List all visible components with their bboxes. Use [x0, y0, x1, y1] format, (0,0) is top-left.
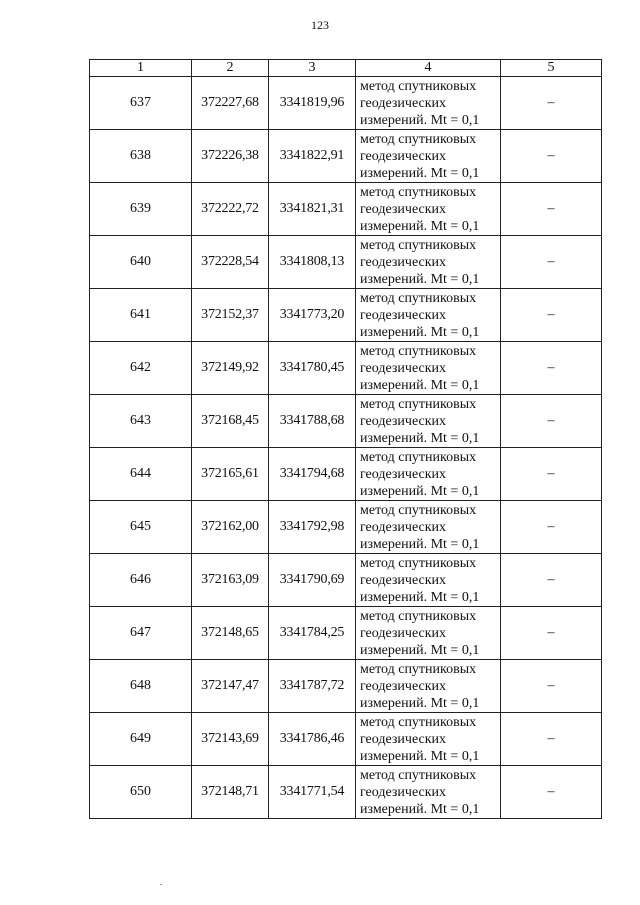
y-coordinate-cell: 3341790,69 [269, 554, 356, 607]
column-5-cell: – [501, 183, 602, 236]
method-cell [356, 130, 501, 183]
column-header-2: 2 [192, 60, 269, 77]
method-line: измерений. Mt = 0,1 [360, 430, 480, 446]
column-5-cell: – [501, 77, 602, 130]
point-number-cell: 639 [90, 183, 192, 236]
column-5-cell: – [501, 130, 602, 183]
column-5-cell: – [501, 554, 602, 607]
table-row [90, 554, 602, 607]
column-header-1: 1 [90, 60, 192, 77]
method-line: метод спутниковых [360, 237, 477, 253]
method-line: измерений. Mt = 0,1 [360, 483, 480, 499]
table-row [90, 607, 602, 660]
column-header-5: 5 [501, 60, 602, 77]
point-number-cell: 646 [90, 554, 192, 607]
point-number-cell: 650 [90, 766, 192, 819]
table-row [90, 236, 602, 289]
method-line: метод спутниковых [360, 608, 477, 624]
method-cell [356, 713, 501, 766]
table-row [90, 660, 602, 713]
y-coordinate-cell: 3341780,45 [269, 342, 356, 395]
x-coordinate-cell: 372149,92 [192, 342, 269, 395]
column-5-cell: – [501, 766, 602, 819]
method-line: метод спутниковых [360, 131, 477, 147]
x-coordinate-cell: 372148,71 [192, 766, 269, 819]
method-line: геодезических [360, 731, 447, 747]
table-row [90, 713, 602, 766]
method-line: метод спутниковых [360, 78, 477, 94]
method-line: измерений. Mt = 0,1 [360, 377, 480, 393]
method-cell [356, 607, 501, 660]
y-coordinate-cell: 3341794,68 [269, 448, 356, 501]
column-5-cell: – [501, 289, 602, 342]
method-cell [356, 77, 501, 130]
point-number-cell: 642 [90, 342, 192, 395]
table-row [90, 130, 602, 183]
method-line: геодезических [360, 307, 447, 323]
table-body [90, 60, 602, 819]
y-coordinate-cell: 3341819,96 [269, 77, 356, 130]
table-row [90, 342, 602, 395]
column-header-4: 4 [356, 60, 501, 77]
x-coordinate-cell: 372165,61 [192, 448, 269, 501]
point-number-cell: 641 [90, 289, 192, 342]
y-coordinate-cell: 3341822,91 [269, 130, 356, 183]
x-coordinate-cell: 372228,54 [192, 236, 269, 289]
x-coordinate-cell: 372162,00 [192, 501, 269, 554]
method-line: измерений. Mt = 0,1 [360, 695, 480, 711]
method-line: метод спутниковых [360, 396, 477, 412]
method-line: измерений. Mt = 0,1 [360, 271, 480, 287]
column-5-cell: – [501, 713, 602, 766]
method-line: метод спутниковых [360, 449, 477, 465]
method-line: метод спутниковых [360, 661, 477, 677]
method-line: геодезических [360, 95, 447, 111]
method-line: геодезических [360, 678, 447, 694]
method-cell [356, 342, 501, 395]
scan-speck [160, 884, 162, 885]
method-line: геодезических [360, 413, 447, 429]
table-row [90, 501, 602, 554]
column-5-cell: – [501, 342, 602, 395]
table-row [90, 183, 602, 236]
method-line: метод спутниковых [360, 184, 477, 200]
page-number: 123 [311, 18, 329, 32]
method-cell [356, 395, 501, 448]
table-header-row [90, 60, 602, 77]
method-line: метод спутниковых [360, 555, 477, 571]
table-row [90, 395, 602, 448]
y-coordinate-cell: 3341771,54 [269, 766, 356, 819]
column-5-cell: – [501, 236, 602, 289]
method-line: измерений. Mt = 0,1 [360, 324, 480, 340]
y-coordinate-cell: 3341784,25 [269, 607, 356, 660]
column-header-3: 3 [269, 60, 356, 77]
method-line: метод спутниковых [360, 767, 477, 783]
method-line: геодезических [360, 254, 447, 270]
method-line: метод спутниковых [360, 714, 477, 730]
column-5-cell: – [501, 607, 602, 660]
point-number-cell: 638 [90, 130, 192, 183]
column-5-cell: – [501, 660, 602, 713]
method-line: измерений. Mt = 0,1 [360, 536, 480, 552]
point-number-cell: 640 [90, 236, 192, 289]
y-coordinate-cell: 3341808,13 [269, 236, 356, 289]
method-cell [356, 236, 501, 289]
y-coordinate-cell: 3341787,72 [269, 660, 356, 713]
method-line: геодезических [360, 201, 447, 217]
method-line: геодезических [360, 466, 447, 482]
method-line: метод спутниковых [360, 502, 477, 518]
method-line: измерений. Mt = 0,1 [360, 165, 480, 181]
method-line: геодезических [360, 519, 447, 535]
coordinates-table [89, 59, 602, 819]
method-cell [356, 289, 501, 342]
method-cell [356, 501, 501, 554]
x-coordinate-cell: 372168,45 [192, 395, 269, 448]
y-coordinate-cell: 3341786,46 [269, 713, 356, 766]
column-5-cell: – [501, 448, 602, 501]
method-line: измерений. Mt = 0,1 [360, 642, 480, 658]
point-number-cell: 637 [90, 77, 192, 130]
method-line: геодезических [360, 148, 447, 164]
table-row [90, 77, 602, 130]
y-coordinate-cell: 3341773,20 [269, 289, 356, 342]
column-5-cell: – [501, 395, 602, 448]
method-line: геодезических [360, 625, 447, 641]
table-row [90, 766, 602, 819]
point-number-cell: 648 [90, 660, 192, 713]
y-coordinate-cell: 3341821,31 [269, 183, 356, 236]
method-line: измерений. Mt = 0,1 [360, 801, 480, 817]
method-line: измерений. Mt = 0,1 [360, 112, 480, 128]
method-cell [356, 448, 501, 501]
column-5-cell: – [501, 501, 602, 554]
table-row [90, 289, 602, 342]
table-row [90, 448, 602, 501]
method-cell [356, 183, 501, 236]
x-coordinate-cell: 372148,65 [192, 607, 269, 660]
method-line: измерений. Mt = 0,1 [360, 589, 480, 605]
method-line: измерений. Mt = 0,1 [360, 748, 480, 764]
x-coordinate-cell: 372163,09 [192, 554, 269, 607]
x-coordinate-cell: 372227,68 [192, 77, 269, 130]
x-coordinate-cell: 372152,37 [192, 289, 269, 342]
point-number-cell: 647 [90, 607, 192, 660]
x-coordinate-cell: 372226,38 [192, 130, 269, 183]
method-cell [356, 554, 501, 607]
method-line: метод спутниковых [360, 290, 477, 306]
x-coordinate-cell: 372147,47 [192, 660, 269, 713]
method-line: геодезических [360, 784, 447, 800]
y-coordinate-cell: 3341788,68 [269, 395, 356, 448]
x-coordinate-cell: 372222,72 [192, 183, 269, 236]
method-line: геодезических [360, 360, 447, 376]
y-coordinate-cell: 3341792,98 [269, 501, 356, 554]
method-line: геодезических [360, 572, 447, 588]
method-cell [356, 660, 501, 713]
point-number-cell: 643 [90, 395, 192, 448]
method-cell [356, 766, 501, 819]
point-number-cell: 644 [90, 448, 192, 501]
point-number-cell: 649 [90, 713, 192, 766]
method-line: метод спутниковых [360, 343, 477, 359]
x-coordinate-cell: 372143,69 [192, 713, 269, 766]
method-line: измерений. Mt = 0,1 [360, 218, 480, 234]
point-number-cell: 645 [90, 501, 192, 554]
